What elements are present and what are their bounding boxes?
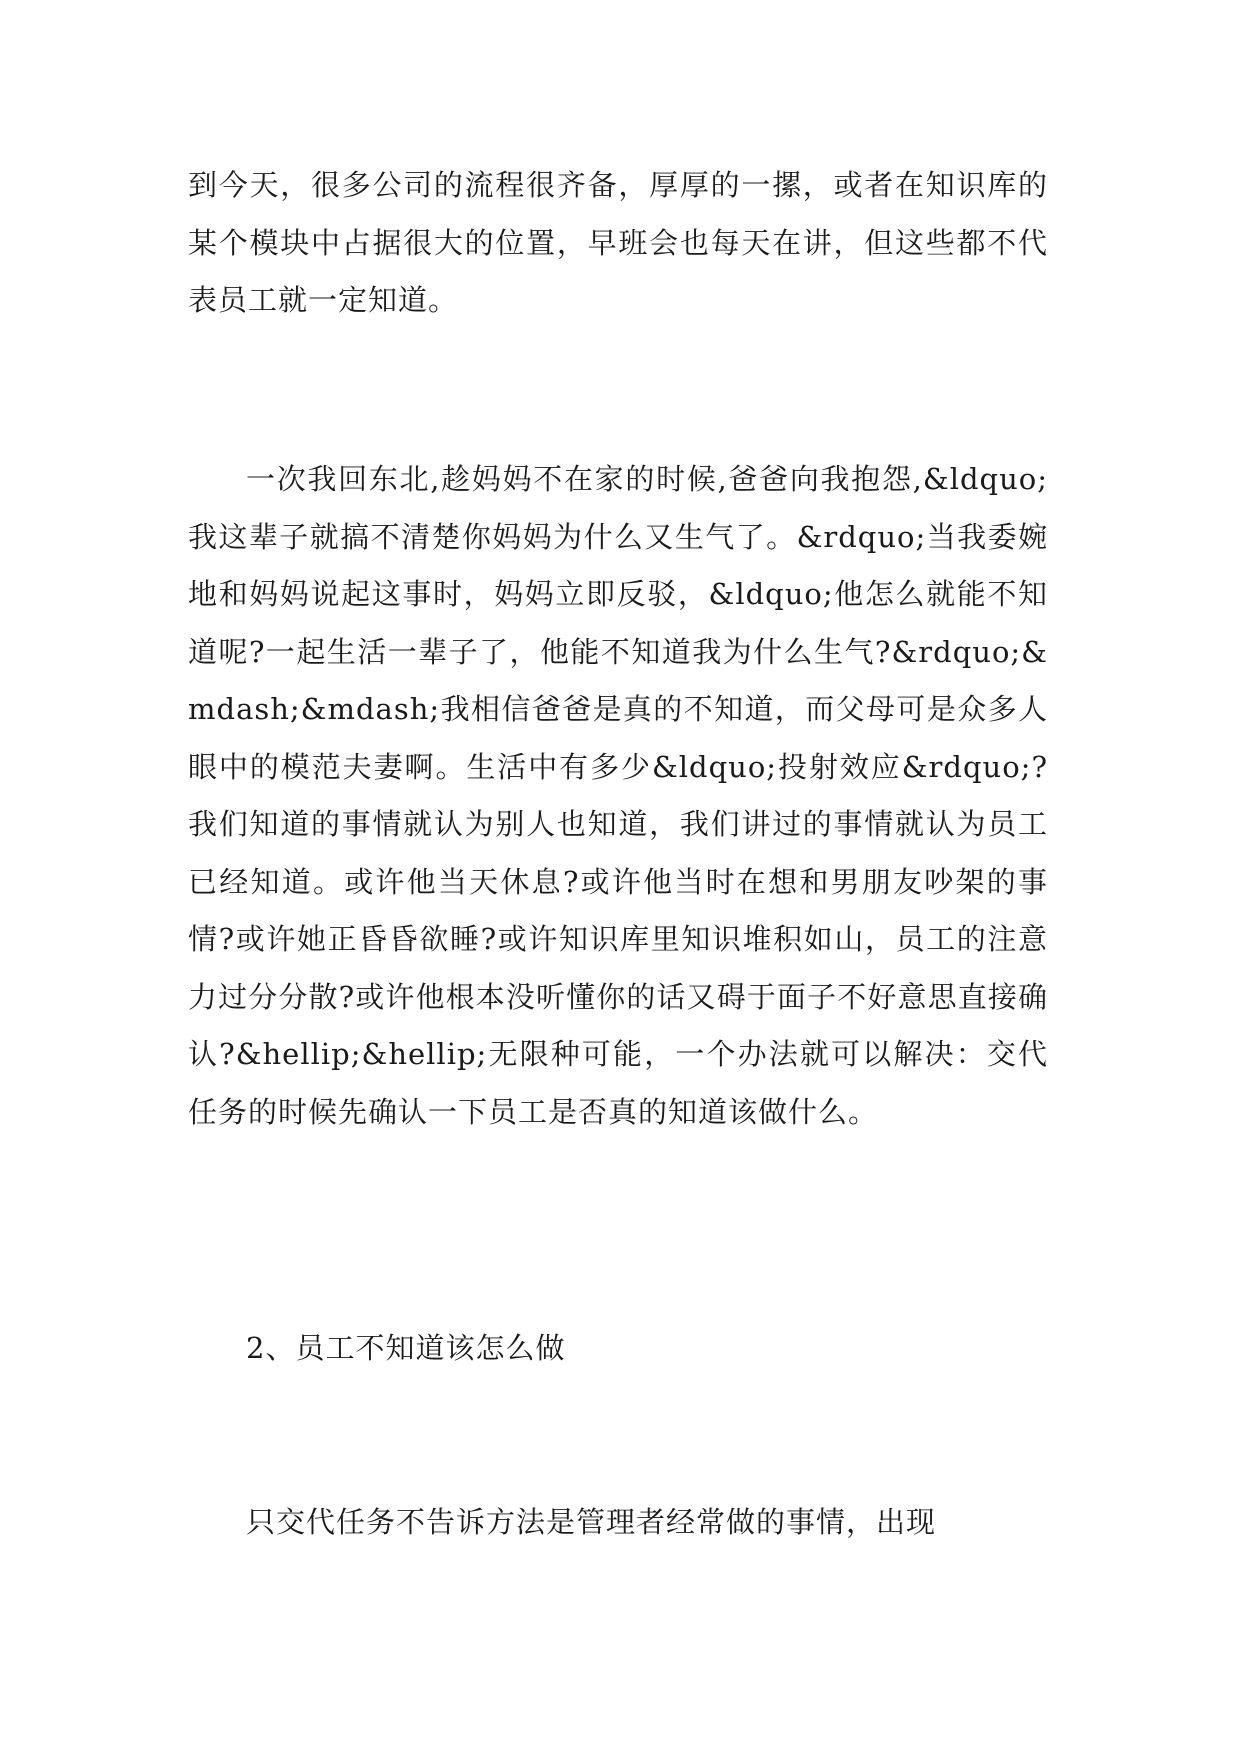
- paragraph-2: 一次我回东北,趁妈妈不在家的时候,爸爸向我抱怨,&ldquo;我这辈子就搞不清楚你妈妈为什么又生气了。&rdquo;当我委婉地和妈妈说起这事时，妈妈立即反驳，&ldquo;他怎么就能不知道呢?一起生活一辈子了，他能不知道我为什么生气?&rdquo;&mdash;&mdash;我相信爸爸是真的不知道，而父母可是众多人眼中的模范夫妻啊。生活中有多少&ldquo;投射效应&rdquo;?我们知道的事情就认为别人也知道，我们讲过的事情就认为员工已经知道。或许他当天休息?或许他当时在想和男朋友吵架的事情?或许她正昏昏欲睡?或许知识库里知识堆积如山，员工的注意力过分分散?或许他根本没听懂你的话又碍于面子不好意思直接确认?&hellip;&hellip;无限种可能，一个办法就可以解决：交代任务的时候先确认一下员工是否真的知道该做什么。: [188, 462, 1048, 1129]
- paragraph-1: 到今天，很多公司的流程很齐备，厚厚的一摞，或者在知识库的某个模块中占据很大的位置，早班会也每天在讲，但这些都不代表员工就一定知道。: [188, 168, 1048, 317]
- section-heading: 2、员工不知道该怎么做: [246, 1331, 566, 1365]
- paragraph-3: 只交代任务不告诉方法是管理者经常做的事情，出现: [246, 1505, 937, 1539]
